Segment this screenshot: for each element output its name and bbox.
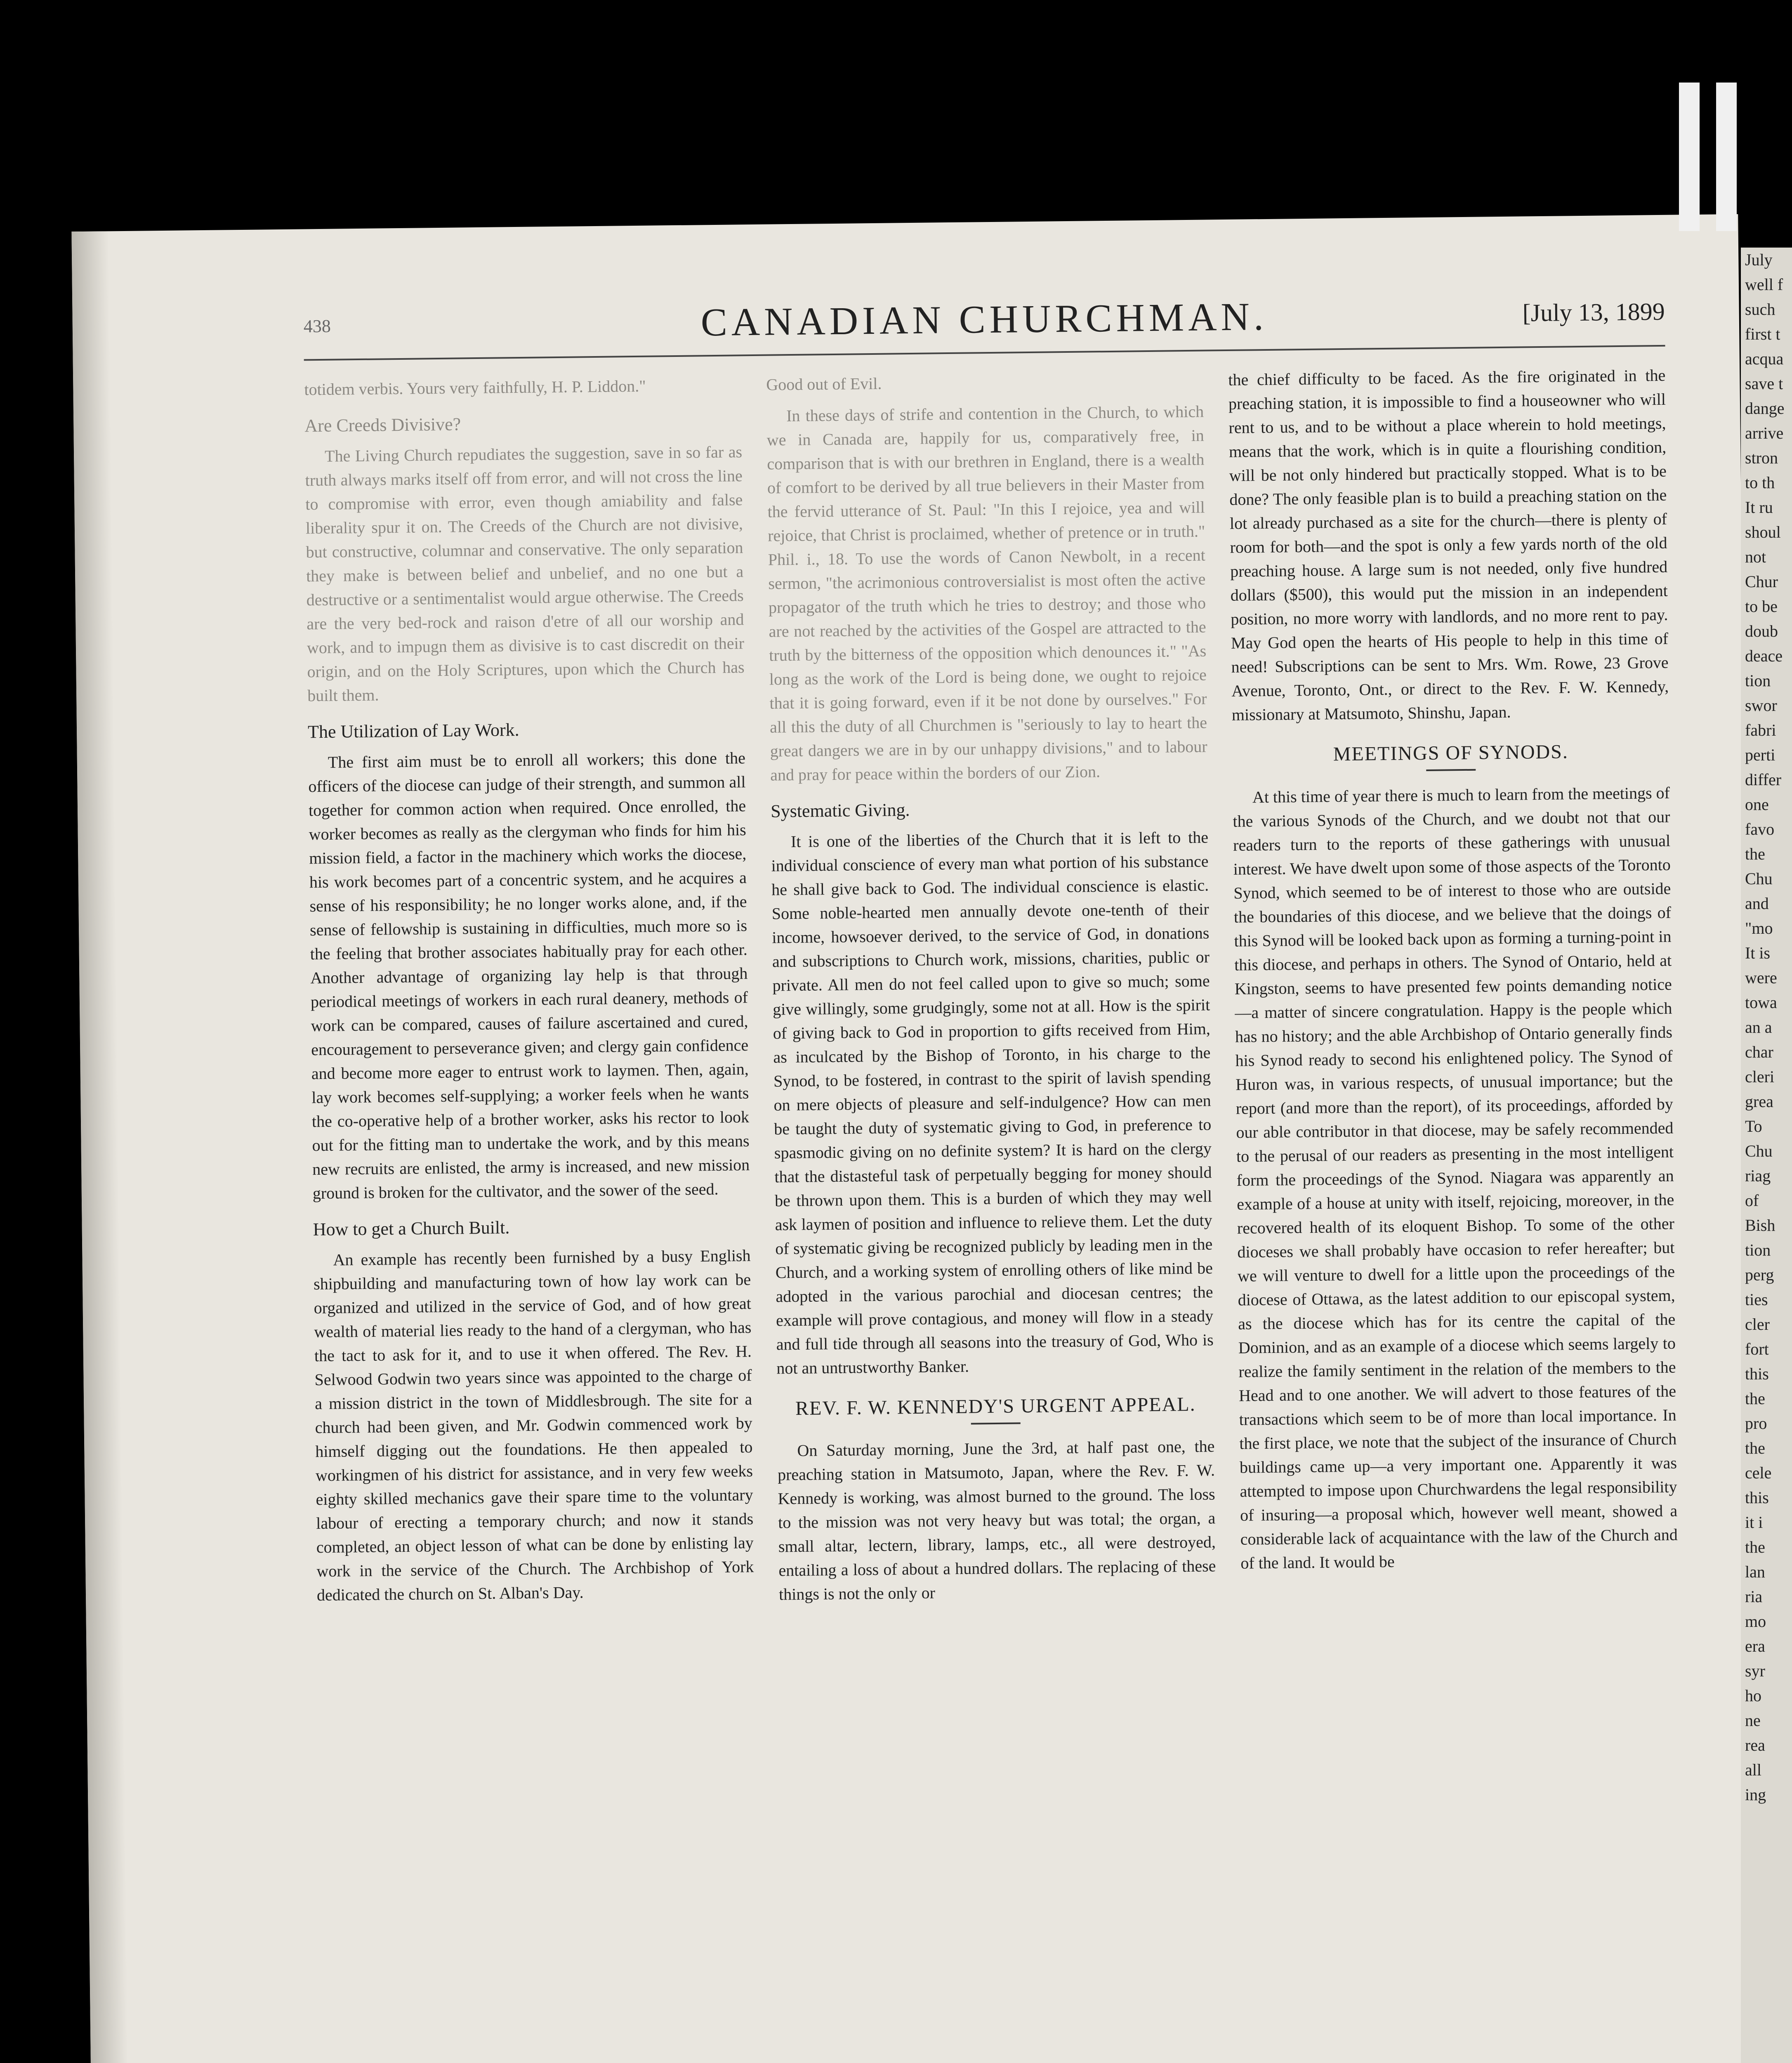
section-rule	[971, 1422, 1021, 1424]
adjacent-page-fragment: It ru	[1745, 498, 1773, 517]
para-creeds: The Living Church repudiates the suggestion, save in so far as truth always marks itself off from error, and will not cross the line to compromise with error, even though amiability and false liberality spur it on. The Creeds of the Church are not divisive, but constructive, columnar and conservative. The only separation they make is between belief and unbelief, and no one but a destructive or a sentimentalist would argue otherwise. The Creeds are the very bed-rock and raison d'etre of all our worship and work, and to impugn them as divisive is to cast discredit on their origin, and on the Holy Scriptures, upon which the Church has built them.	[305, 442, 745, 705]
adjacent-page-fragment: were	[1745, 968, 1777, 987]
adjacent-page-fragment: perg	[1745, 1265, 1774, 1284]
adjacent-page-fragment: dange	[1745, 399, 1785, 418]
page-header	[303, 289, 1665, 353]
adjacent-page-fragment: Chu	[1745, 1142, 1773, 1160]
adjacent-page-fragment: perti	[1745, 746, 1775, 764]
adjacent-page-fragment: char	[1745, 1043, 1773, 1061]
adjacent-page-fragment: of	[1745, 1191, 1759, 1210]
heading-creeds: Are Creeds Divisive?	[304, 414, 461, 436]
adjacent-page-fragment: ties	[1745, 1290, 1768, 1309]
adjacent-page-fragment: "mo	[1745, 919, 1773, 937]
adjacent-page-fragment: It is	[1745, 944, 1771, 962]
adjacent-page-fragment: grea	[1745, 1092, 1773, 1111]
adjacent-page-header: July	[1745, 250, 1773, 269]
col1-intro: totidem verbis. Yours very faithfully, H. P. Liddon."	[304, 376, 646, 399]
heading-meetings-of-synods: MEETINGS OF SYNODS.	[1333, 741, 1569, 765]
adjacent-page-fragment: cler	[1745, 1315, 1770, 1334]
adjacent-page-fragment: and	[1745, 894, 1769, 913]
adjacent-page-fragment: pro	[1745, 1414, 1767, 1433]
adjacent-page-fragment: cleri	[1745, 1067, 1775, 1086]
adjacent-page-fragment: this	[1745, 1488, 1769, 1507]
adjacent-page-fragment: Chu	[1745, 869, 1773, 888]
adjacent-page	[1741, 248, 1792, 2063]
column-1	[304, 373, 754, 1615]
adjacent-page-fragment: cele	[1745, 1463, 1772, 1482]
adjacent-page-fragments	[1741, 272, 1792, 1807]
para-kennedy-appeal: On Saturday morning, June the 3rd, at half past one, the preaching station in Matsumoto, Japan, where the Rev. F. W. Kennedy is working, was almost burned to the ground. The loss to the mission was not very heavy but was total; the organ, a small altar, lectern, library, lamps, etc., all were destroyed, entailing a loss of about a hundred dollars. The replacing of these things is not the only or	[777, 1437, 1216, 1604]
adjacent-page-fragment: this	[1745, 1364, 1769, 1383]
adjacent-page-fragment: syr	[1745, 1662, 1765, 1680]
adjacent-page-fragment: Chur	[1745, 572, 1778, 591]
scanner-bar	[1679, 83, 1700, 231]
adjacent-page-fragment: to th	[1745, 473, 1775, 492]
column-2	[766, 368, 1216, 1614]
masthead-title: CANADIAN CHURCHMAN.	[700, 294, 1268, 345]
adjacent-page-fragment: one	[1745, 795, 1769, 814]
adjacent-page-fragment: an a	[1745, 1018, 1772, 1036]
para-systematic-giving: It is one of the liberties of the Church that it is left to the individual conscience of every man what portion of his substance he shall give back to God. The individual conscience is elastic. Some noble-hearted men annually devote one-tenth of their income, howsoever derived, to the service of God, in donations and subscriptions to Church work, missions, charities, public or private. All men do not feel called upon to give so much; some give willingly, some grudgingly, some not at all. How is the spirit of giving back to God in proportion to gifts received from Him, as inculcated by the Bishop of Toronto, in his charge to the Synod, to be fostered, in contrast to the spirit of lavish spending on mere objects of pleasure and self-indulgence? How can men be taught the duty of systematic giving to God, in preference to spasmodic giving on no definite system? It is hard on the clergy that the distasteful task of perpetually begging for money should be thrown upon them. This is a burden of which they may well ask laymen of position and influence to relieve them. Let the duty of systematic giving be recognized publicly by leading men in the Church, and a working system of enrolling others of like mind be adopted in the various parochial and diocesan centres; the example will prove contagious, and money will flow in a steady and full tide through all seasons into the treasury of God, Who is not an untrustworthy Banker.	[771, 828, 1214, 1378]
heading-kennedy-appeal: REV. F. W. KENNEDY'S URGENT APPEAL.	[795, 1393, 1196, 1420]
adjacent-page-fragment: fort	[1745, 1340, 1769, 1358]
adjacent-page-fragment: doub	[1745, 622, 1778, 640]
heading-systematic-giving: Systematic Giving.	[770, 800, 910, 821]
para-kennedy-continued: the chief difficulty to be faced. As the fire originated in the preaching station, it is impossible to find a houseowner who will rent to us, and to be without a place wherein to hold meetings, means that the work, which is in quite a flourishing condition, will be not only hindered but practically stopped. What is to be done? The only feasible plan is to build a preaching station on the lot already purchased as a site for the church—there is plenty of room for both—and the spot is only a few yards north of the old preaching house. A large sum is not needed, only five hundred dollars ($500), this would put the mission in an independent position, no more worry with landlords, and no more rent to pay. May God open the hearts of His people to help in this time of need! Subscriptions can be sent to Mrs. Wm. Rowe, 23 Grove Avenue, Toronto, Ont., or direct to the Rev. F. W. Kennedy, missionary at Matsumoto, Shinshu, Japan.	[1228, 366, 1669, 724]
adjacent-page-fragment: such	[1745, 300, 1775, 319]
adjacent-page-fragment: To	[1745, 1117, 1762, 1135]
adjacent-page-fragment: arrive	[1745, 424, 1784, 442]
adjacent-page-fragment: rea	[1745, 1736, 1765, 1754]
adjacent-page-fragment: acqua	[1745, 349, 1784, 368]
para-good-out-of-evil: In these days of strife and contention in the Church, to which we in Canada are, happily for us, comparatively free, in comparison that is with our brethren in England, there is a wealth of comfort to be derived by all true believers in their Master from the fervid utterance of St. Paul: "In this I rejoice, yea and will rejoice, that Christ is proclaimed, whether of pretence or in truth." Phil. i., 18. To use the words of Canon Newbolt, in a recent sermon, "the acrimonious controversialist is most often the active propagator of the truth which he tries to destroy; and those who are not reached by the activities of the Gospel are attracted to the truth by the bitterness of the opposition which denounces it." "As long as the work of the Lord is being done, we ought to rejoice that it is going forward, even if it be not done by ourselves." For all this the duty of all Churchmen is "seriously to lay to heart the great dangers we are in by our unhappy divisions," and to labour and pray for peace within the borders of our Zion.	[766, 402, 1207, 784]
scanner-bar	[1716, 83, 1737, 231]
adjacent-page-fragment: well f	[1745, 275, 1783, 294]
adjacent-page-fragment: Bish	[1745, 1216, 1775, 1234]
adjacent-page-fragment: tion	[1745, 1241, 1771, 1259]
adjacent-page-fragment: favo	[1745, 820, 1775, 838]
adjacent-page-fragment: riag	[1745, 1166, 1771, 1185]
adjacent-page-fragment: lan	[1745, 1563, 1765, 1581]
para-meetings-of-synods: At this time of year there is much to learn from the meetings of the various Synods of the Church, and we doubt not that our readers turn to the reports of these gatherings with unusual interest. We have dwelt upon some of those aspects of the Toronto Synod, which seemed to be of interest to those who are outside the boundaries of this diocese, and we believe that the doings of this Synod will be looked back upon as forming a turning-point in this diocese, and perhaps in others. The Synod of Ontario, held at Kingston, seems to have presented few points demanding notice—a matter of sincere congratulation. Happy is the people which has no history; and the able Archbishop of Ontario generally finds his Synod ready to second his enlightened policy. The Synod of Huron was, in various respects, of unusual importance; but the report (and more than the report), of its proceedings, afforded by our able contributor in that diocese, may be safely recommended to the perusal of our readers as presenting in the most intelligent form the proceedings of the Synod. Niagara was apparently an example of a house at unity with itself, rejoicing, moreover, in the recovered health of its eloquent Bishop. To some of the other dioceses we shall probably have occasion to refer hereafter; but we will venture to dwell for a little upon the proceedings of the diocese of Ottawa, as the latest addition to our episcopal system, as the diocese which has for its centre the capital of the Dominion, and as an example of a diocese which seems largely to realize the family sentiment in the relation of the members to the Head and to one another. We will advert to those features of the transactions which seem to be of more than local importance. In the first place, we note that the subject of the insurance of Church buildings came up—a very important one. Apparently it was attempted to impose upon Churchwardens the legal responsibility of insuring—a proposal which, however well meant, showed a considerable lack of acquaintance with the law of the Church and of the land. It would be	[1233, 783, 1678, 1572]
adjacent-page-fragment: not	[1745, 548, 1766, 566]
section-rule	[1426, 769, 1476, 771]
adjacent-page-fragment: towa	[1745, 993, 1777, 1012]
adjacent-page-fragment: save t	[1745, 374, 1783, 393]
adjacent-page-fragment: all	[1745, 1761, 1761, 1779]
para-lay-work: The first aim must be to enroll all workers; this done the officers of the diocese can judge of their strength, and summon all together for common action when required. Once enrolled, the worker becomes as really as the clergyman who finds for him his mission field, a factor in the machinery which works the diocese, his work becomes part of a concentric system, and he acquires a sense of his responsibility; he no longer works alone, and, if the sense of fellowship is sustaining in difficulties, much more so is the feeling that brother associates habitually pray for each other. Another advantage of organizing lay help is that through periodical meetings of workers in each rural deanery, methods of work can be compared, causes of failure ascertained and cured, encouragement to perseverance given; and clergy gain confidence and become more eager to entrust work to laymen. Then, again, lay work becomes self-supplying; a worker feels when he wants the co-operative help of a brother worker, asks his rector to look out for the fitting man to undertake the work, and by this means new recruits are enlisted, the army is increased, and new mission ground is broken for the cultivator, and the sower of the seed.	[308, 748, 750, 1203]
adjacent-page-fragment: shoul	[1745, 523, 1781, 541]
adjacent-page-fragment: the	[1745, 1389, 1765, 1408]
adjacent-page-fragment: fabri	[1745, 721, 1776, 739]
adjacent-page-fragment: differ	[1745, 770, 1782, 789]
col2-intro: Good out of Evil.	[766, 374, 882, 394]
page-edge	[71, 231, 130, 2063]
para-church-built: An example has recently been furnished by a busy English shipbuilding and manufacturing town of how lay work can be organized and utilized in the service of God, and of how great wealth of material lies ready to the hand of a clergyman, who has the tact to ask for it, and to use it when offered. The Rev. H. Selwood Godwin two years since was appointed to the charge of a mission district in the town of Middlesbrough. The site for a church had been given, and Mr. Godwin commenced work by himself digging out the foundations. He then appealed to workingmen of his district for assistance, and in very few weeks eighty skilled mechanics gave their spare time to the voluntary labour of erecting a temporary church; and now it stands completed, an object lesson of what can be done by enlisting lay work in the service of the Church. The Archbishop of York dedicated the church on St. Alban's Day.	[313, 1246, 754, 1605]
adjacent-page-fragment: stron	[1745, 448, 1778, 467]
adjacent-page-fragment: the	[1745, 1538, 1765, 1556]
adjacent-page-fragment: to be	[1745, 597, 1778, 616]
adjacent-page-fragment: deace	[1745, 647, 1783, 665]
page-number: 438	[303, 316, 331, 337]
adjacent-page-fragment: ria	[1745, 1587, 1763, 1606]
adjacent-page-fragment: ne	[1745, 1711, 1761, 1730]
adjacent-page-fragment: the	[1745, 845, 1765, 863]
adjacent-page-fragment: first t	[1745, 325, 1780, 343]
adjacent-page-fragment: era	[1745, 1637, 1765, 1655]
heading-lay-work: The Utilization of Lay Work.	[307, 719, 519, 742]
heading-church-built: How to get a Church Built.	[313, 1217, 510, 1240]
adjacent-page-fragment: ing	[1745, 1785, 1766, 1804]
newspaper-page	[71, 214, 1760, 2063]
adjacent-page-fragment: it i	[1745, 1513, 1763, 1532]
adjacent-page-fragment: ho	[1745, 1686, 1761, 1705]
column-3	[1228, 364, 1678, 1583]
adjacent-page-fragment: mo	[1745, 1612, 1766, 1631]
adjacent-page-fragment: tion	[1745, 671, 1771, 690]
issue-date: [July 13, 1899	[1522, 297, 1665, 327]
adjacent-page-fragment: the	[1745, 1439, 1765, 1457]
adjacent-page-fragment: swor	[1745, 696, 1777, 715]
